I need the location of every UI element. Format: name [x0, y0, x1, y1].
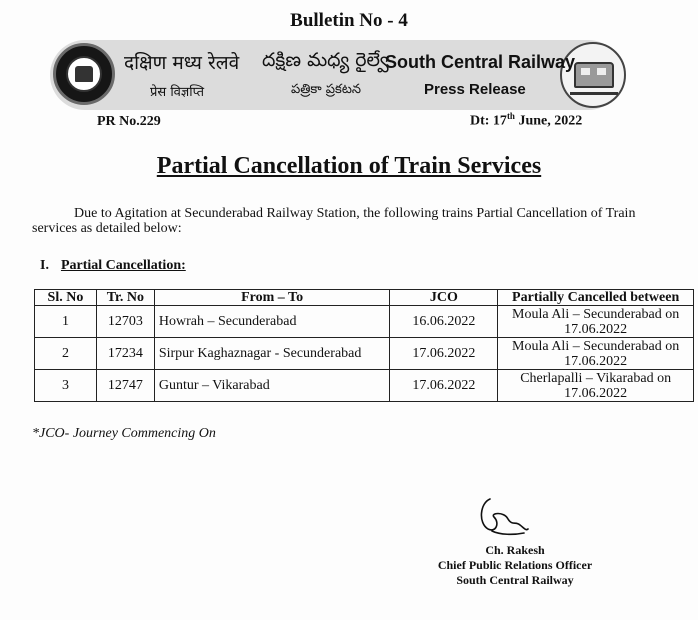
cancellation-table: [34, 289, 694, 402]
telugu-railway-name: దక్షిణ మధ్య రైల్వే: [262, 49, 389, 71]
cell-train-no: 12747: [96, 370, 154, 402]
cell-jco: 17.06.2022: [390, 338, 498, 370]
cell-sl-no: 3: [35, 370, 97, 402]
english-railway-name: South Central Railway: [385, 52, 576, 72]
cell-cancelled-between: Cherlapalli – Vikarabad on 17.06.2022: [498, 370, 694, 402]
cell-jco: 17.06.2022: [390, 370, 498, 402]
signatory-block: [430, 543, 600, 588]
table-row: [35, 370, 694, 402]
telugu-press-release: పత్రికా ప్రకటన: [291, 82, 362, 97]
column-header-route: From – To: [154, 290, 390, 306]
cell-train-no: 12703: [96, 306, 154, 338]
signatory-name: Ch. Rakesh: [485, 543, 545, 557]
column-header-jco: JCO: [390, 290, 498, 306]
column-header-sl-no: Sl. No: [35, 290, 97, 306]
bulletin-number: Bulletin No - 4: [290, 10, 408, 31]
section-heading: [40, 258, 186, 274]
column-header-train-no: Tr. No: [96, 290, 154, 306]
cell-route: Howrah – Secunderabad: [154, 306, 390, 338]
hindi-railway-name: दक्षिण मध्य रेलवे: [124, 52, 240, 74]
cell-train-no: 17234: [96, 338, 154, 370]
intro-paragraph: Due to Agitation at Secunderabad Railway Station, the following trains Partial Cancellation of Train services as detailed below:: [32, 206, 636, 236]
table-header-row: [35, 290, 694, 306]
jco-footnote: *JCO- Journey Commencing On: [32, 426, 216, 441]
page-title: Partial Cancellation of Train Services: [156, 153, 542, 179]
indian-railways-logo-icon: [53, 43, 115, 105]
release-date: Dt: 17th June, 2022: [470, 111, 583, 129]
cell-cancelled-between: Moula Ali – Secunderabad on 17.06.2022: [498, 338, 694, 370]
column-header-cancelled-between: Partially Cancelled between: [498, 290, 694, 306]
cell-cancelled-between: Moula Ali – Secunderabad on 17.06.2022: [498, 306, 694, 338]
handwritten-signature: [470, 493, 532, 539]
press-release-number: PR No.229: [97, 114, 161, 129]
signatory-organization: South Central Railway: [456, 573, 574, 587]
section-number: I.: [40, 258, 49, 273]
cell-route: Sirpur Kaghaznagar - Secunderabad: [154, 338, 390, 370]
table-row: [35, 306, 694, 338]
english-press-release: Press Release: [424, 81, 526, 98]
signatory-designation: Chief Public Relations Officer: [437, 558, 593, 572]
section-title: Partial Cancellation:: [60, 258, 186, 273]
cell-route: Guntur – Vikarabad: [154, 370, 390, 402]
table-row: [35, 338, 694, 370]
cell-sl-no: 2: [35, 338, 97, 370]
cell-jco: 16.06.2022: [390, 306, 498, 338]
cell-sl-no: 1: [35, 306, 97, 338]
hindi-press-release: प्रेस विज्ञप्ति: [150, 85, 205, 100]
